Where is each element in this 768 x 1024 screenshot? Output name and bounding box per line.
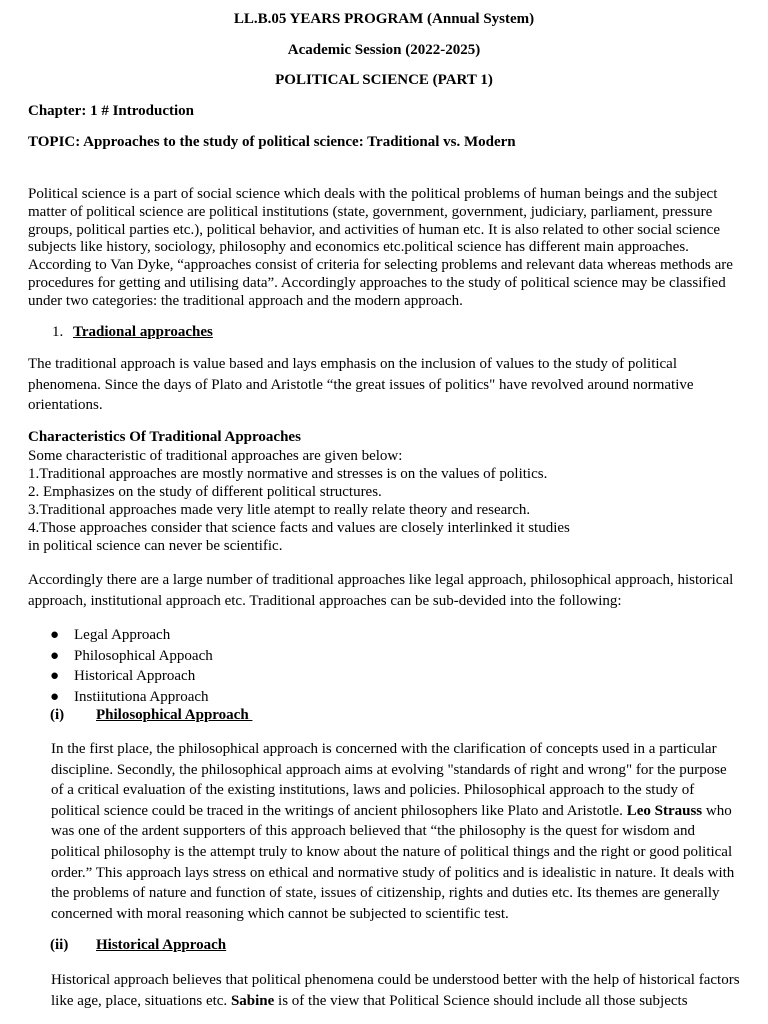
- program-title: LL.B.05 YEARS PROGRAM (Annual System): [233, 11, 535, 27]
- bullet-icon: ●: [50, 627, 60, 643]
- characteristics-line: 1.Traditional approaches are mostly normative and stresses is on the values of politics.: [28, 466, 548, 482]
- list-item: ● Instiitutiona Approach: [50, 687, 213, 708]
- accordingly-paragraph: Accordingly there are a large number of traditional approaches like legal approach, philosophical approach, historical approach, institutional approach etc. Traditional approaches can be sub-devided into the following:: [28, 572, 734, 609]
- bullet-icon: ●: [50, 688, 60, 705]
- session-title: Academic Session (2022-2025): [287, 42, 481, 58]
- topic-heading: TOPIC: Approaches to the study of political science: Traditional vs. Modern: [28, 134, 516, 150]
- bullet-icon: ●: [50, 647, 60, 664]
- list-item: ● Philosophical Appoach: [50, 646, 213, 667]
- bullet-icon: ●: [50, 668, 60, 684]
- philosophical-label: (i): [50, 707, 65, 723]
- leo-strauss-name: Leo Strauss: [626, 802, 703, 819]
- historical-paragraph: Historical approach believes that political phenomena could be understood better with the help of historical factors like age, place, situations etc. Sabine is of the view that Political Science should include all those subjects: [51, 972, 740, 1009]
- characteristics-line: 2. Emphasizes on the study of different political structures.: [28, 484, 382, 500]
- characteristics-line: Some characteristic of traditional approaches are given below:: [28, 448, 403, 464]
- section1-number: 1.: [52, 324, 64, 340]
- sabine-name: Sabine: [230, 992, 275, 1009]
- philosophical-title: Philosophical Approach: [96, 707, 253, 723]
- section1-title: Tradional approaches: [73, 324, 213, 340]
- characteristics-line: 4.Those approaches consider that science facts and values are closely interlinked it studies: [28, 520, 570, 536]
- subject-title: POLITICAL SCIENCE (PART 1): [275, 72, 493, 88]
- intro-paragraph: Political science is a part of social science which deals with the political problems of human beings and the subject matter of political science are political institutions (state, government, government, judiciary, parliament, pressure groups, political parties etc.), political behavior, and activities of human etc. It is also related to other social science subjects like history, sociology, philosophy and economics etc.political science has different main approaches. According to Van Dyke, “approaches consist of criteria for selecting problems and relevant data whereas methods are procedures for getting and utilising data”. Accordingly approaches to the study of political science may be classified under two categories: the traditional approach and the modern approach.: [28, 186, 733, 309]
- characteristics-line: in political science can never be scientific.: [28, 538, 283, 554]
- historical-title: Historical Approach: [96, 937, 227, 953]
- characteristics-line: 3.Traditional approaches made very litle atempt to really relate theory and research.: [28, 502, 531, 518]
- historical-label: (ii): [50, 937, 69, 953]
- approaches-bullet-list: [50, 625, 213, 707]
- characteristics-list: [28, 447, 570, 555]
- traditional-paragraph: The traditional approach is value based and lays emphasis on the inclusion of values to the study of political phenomena. Since the days of Plato and Aristotle “the great issues of politics" have revolved around normative orientations.: [28, 356, 694, 413]
- chapter-heading: Chapter: 1 # Introduction: [28, 103, 194, 119]
- philosophical-paragraph: In the first place, the philosophical approach is concerned with the clarification of concepts used in a particular discipline. Secondly, the philosophical approach aims at evolving "standards of right and wrong" for the purpose of a critical evaluation of the existing institutions, laws and policies. Philosophical approach to the study of political science could be traced in the writings of ancient philosophers like Plato and Aristotle. Leo Strauss who was one of the ardent supporters of this approach believed that “the philosophy is the quest for wisdom and political philosophy is the attempt truly to know about the nature of political things and the right or good political order.” This approach lays stress on ethical and normative study of politics and is idealistic in nature. It deals with the problems of nature and function of state, issues of citizenship, rights and duties etc. Its themes are generally concerned with moral reasoning which cannot be subjected to scientific test.: [51, 741, 735, 922]
- list-item: ● Historical Approach: [50, 666, 213, 687]
- characteristics-heading: Characteristics Of Traditional Approaches: [28, 429, 301, 445]
- list-item: ● Legal Approach: [50, 625, 213, 646]
